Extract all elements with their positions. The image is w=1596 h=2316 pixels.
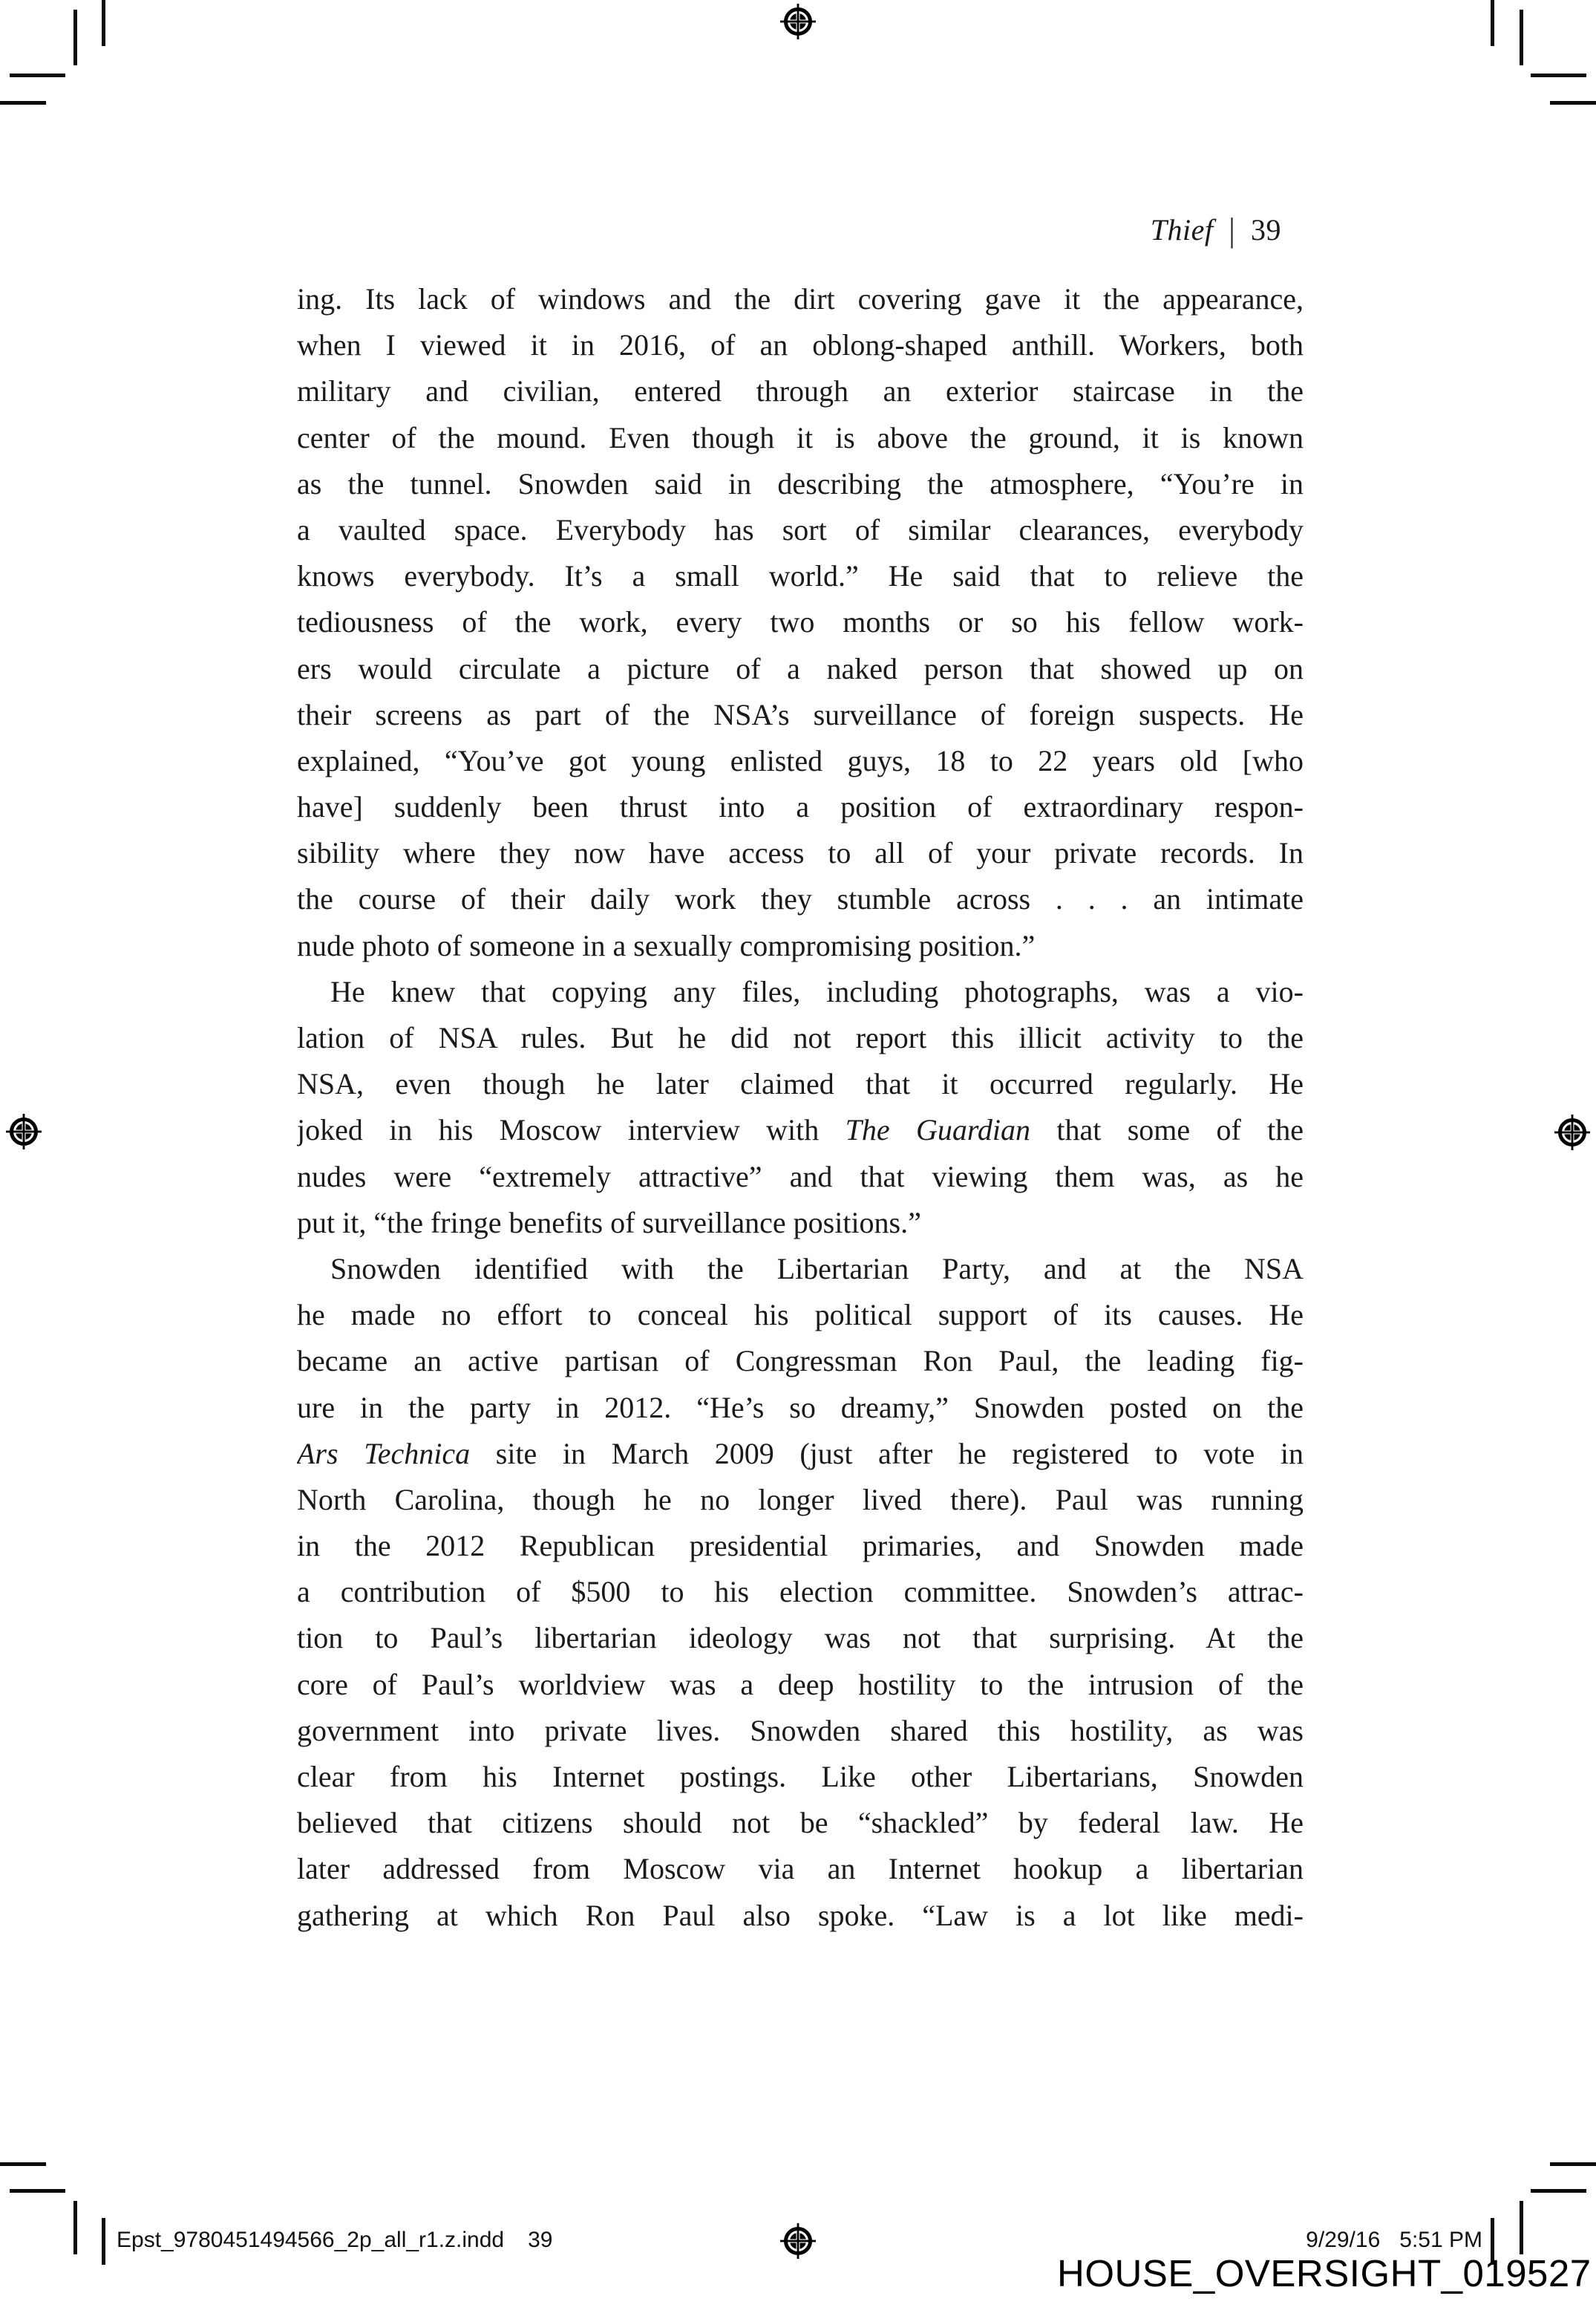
text-line: joked in his Moscow interview with The Guardian that some of the (297, 1113, 1304, 1147)
registration-mark-icon (780, 4, 816, 39)
text-line: he made no effort to conceal his political support of its causes. He (297, 1298, 1304, 1332)
crop-mark (1520, 2201, 1523, 2254)
text-line: ing. Its lack of windows and the dirt covering gave it the appearance, (297, 282, 1304, 316)
bates-stamp: HOUSE_OVERSIGHT_019527 (1057, 2252, 1592, 2294)
crop-mark (1520, 10, 1523, 65)
text-line: Snowden identified with the Libertarian Party, and at the NSA (330, 1251, 1304, 1285)
crop-mark (73, 2201, 77, 2254)
print-slug (117, 2228, 553, 2253)
text-line: a vaulted space. Everybody has sort of similar clearances, everybody (297, 512, 1304, 547)
registration-mark-icon (780, 2223, 816, 2259)
text-line: center of the mound. Even though it is above the ground, it is known (297, 420, 1304, 454)
slug-filename: Epst_9780451494566_2p_all_r1.z.indd (117, 2228, 505, 2252)
crop-mark (1531, 2189, 1586, 2193)
text-line: nude photo of someone in a sexually compromising position.” (297, 928, 1036, 962)
text-line: believed that citizens should not be “shackled” by federal law. He (297, 1806, 1304, 1840)
text-line: clear from his Internet postings. Like other Libertarians, Snowden (297, 1760, 1304, 1793)
chapter-title: Thief (1150, 213, 1214, 247)
registration-mark-icon (6, 1114, 42, 1149)
print-timestamp (1306, 2228, 1482, 2253)
text-line: He knew that copying any files, including photographs, was a vio- (330, 974, 1304, 1008)
crop-mark (10, 2189, 65, 2193)
text-line: government into private lives. Snowden shared this hostility, as was (297, 1713, 1304, 1747)
print-date: 9/29/16 (1306, 2228, 1381, 2252)
crop-mark (102, 0, 105, 46)
crop-mark (10, 74, 65, 77)
running-header (297, 212, 1304, 247)
crop-mark (1491, 0, 1494, 46)
text-line: tediousness of the work, every two months or so his fellow work- (297, 605, 1304, 639)
text-line: core of Paul’s worldview was a deep hostility to the intrusion of the (297, 1667, 1304, 1701)
text-line: a contribution of $500 to his election committee. Snowden’s attrac- (297, 1575, 1304, 1609)
text-line: explained, “You’ve got young enlisted guys, 18 to 22 years old [who (297, 743, 1304, 777)
text-line: later addressed from Moscow via an Internet hookup a libertarian (297, 1852, 1304, 1886)
text-line: sibility where they now have access to all of your private records. In (297, 836, 1304, 870)
crop-mark (0, 101, 46, 105)
text-line: in the 2012 Republican presidential primaries, and Snowden made (297, 1529, 1304, 1563)
text-line: became an active partisan of Congressman Ron Paul, the leading fig- (297, 1344, 1304, 1378)
text-line: have] suddenly been thrust into a position of extraordinary respon- (297, 790, 1304, 824)
crop-mark (1550, 2162, 1596, 2166)
crop-mark (0, 2162, 46, 2166)
text-line: tion to Paul’s libertarian ideology was not that surprising. At the (297, 1621, 1304, 1655)
registration-mark-icon (1554, 1115, 1590, 1150)
text-line: lation of NSA rules. But he did not report this illicit activity to the (297, 1021, 1304, 1054)
print-time: 5:51 PM (1399, 2228, 1482, 2252)
text-line: North Carolina, though he no longer lived there). Paul was running (297, 1482, 1304, 1516)
text-line: put it, “the fringe benefits of surveillance positions.” (297, 1205, 921, 1239)
text-line: gathering at which Ron Paul also spoke. “Law is a lot like medi- (297, 1898, 1304, 1932)
text-line: military and civilian, entered through an exterior staircase in the (297, 374, 1304, 408)
text-line: Ars Technica site in March 2009 (just after he registered to vote in (297, 1436, 1304, 1470)
crop-mark (102, 2218, 105, 2265)
text-line: the course of their daily work they stumble across . . . an intimate (297, 882, 1304, 916)
text-line: ure in the party in 2012. “He’s so dreamy,” Snowden posted on the (297, 1390, 1304, 1424)
page-number: 39 (1251, 213, 1281, 247)
body-text (297, 276, 1304, 1939)
slug-page-number: 39 (528, 2228, 553, 2252)
text-line: their screens as part of the NSA’s surveillance of foreign suspects. He (297, 697, 1304, 731)
crop-mark (1550, 101, 1596, 105)
text-line: nudes were “extremely attractive” and that viewing them was, as he (297, 1159, 1304, 1193)
text-line: as the tunnel. Snowden said in describing the atmosphere, “You’re in (297, 466, 1304, 500)
crop-mark (73, 10, 77, 65)
header-separator: | (1229, 210, 1235, 249)
crop-mark (1531, 74, 1586, 77)
text-line: NSA, even though he later claimed that it occurred regularly. He (297, 1067, 1304, 1101)
text-line: when I viewed it in 2016, of an oblong-shaped anthill. Workers, both (297, 328, 1304, 362)
text-line: ers would circulate a picture of a naked person that showed up on (297, 651, 1304, 685)
text-line: knows everybody. It’s a small world.” He said that to relieve the (297, 559, 1304, 593)
